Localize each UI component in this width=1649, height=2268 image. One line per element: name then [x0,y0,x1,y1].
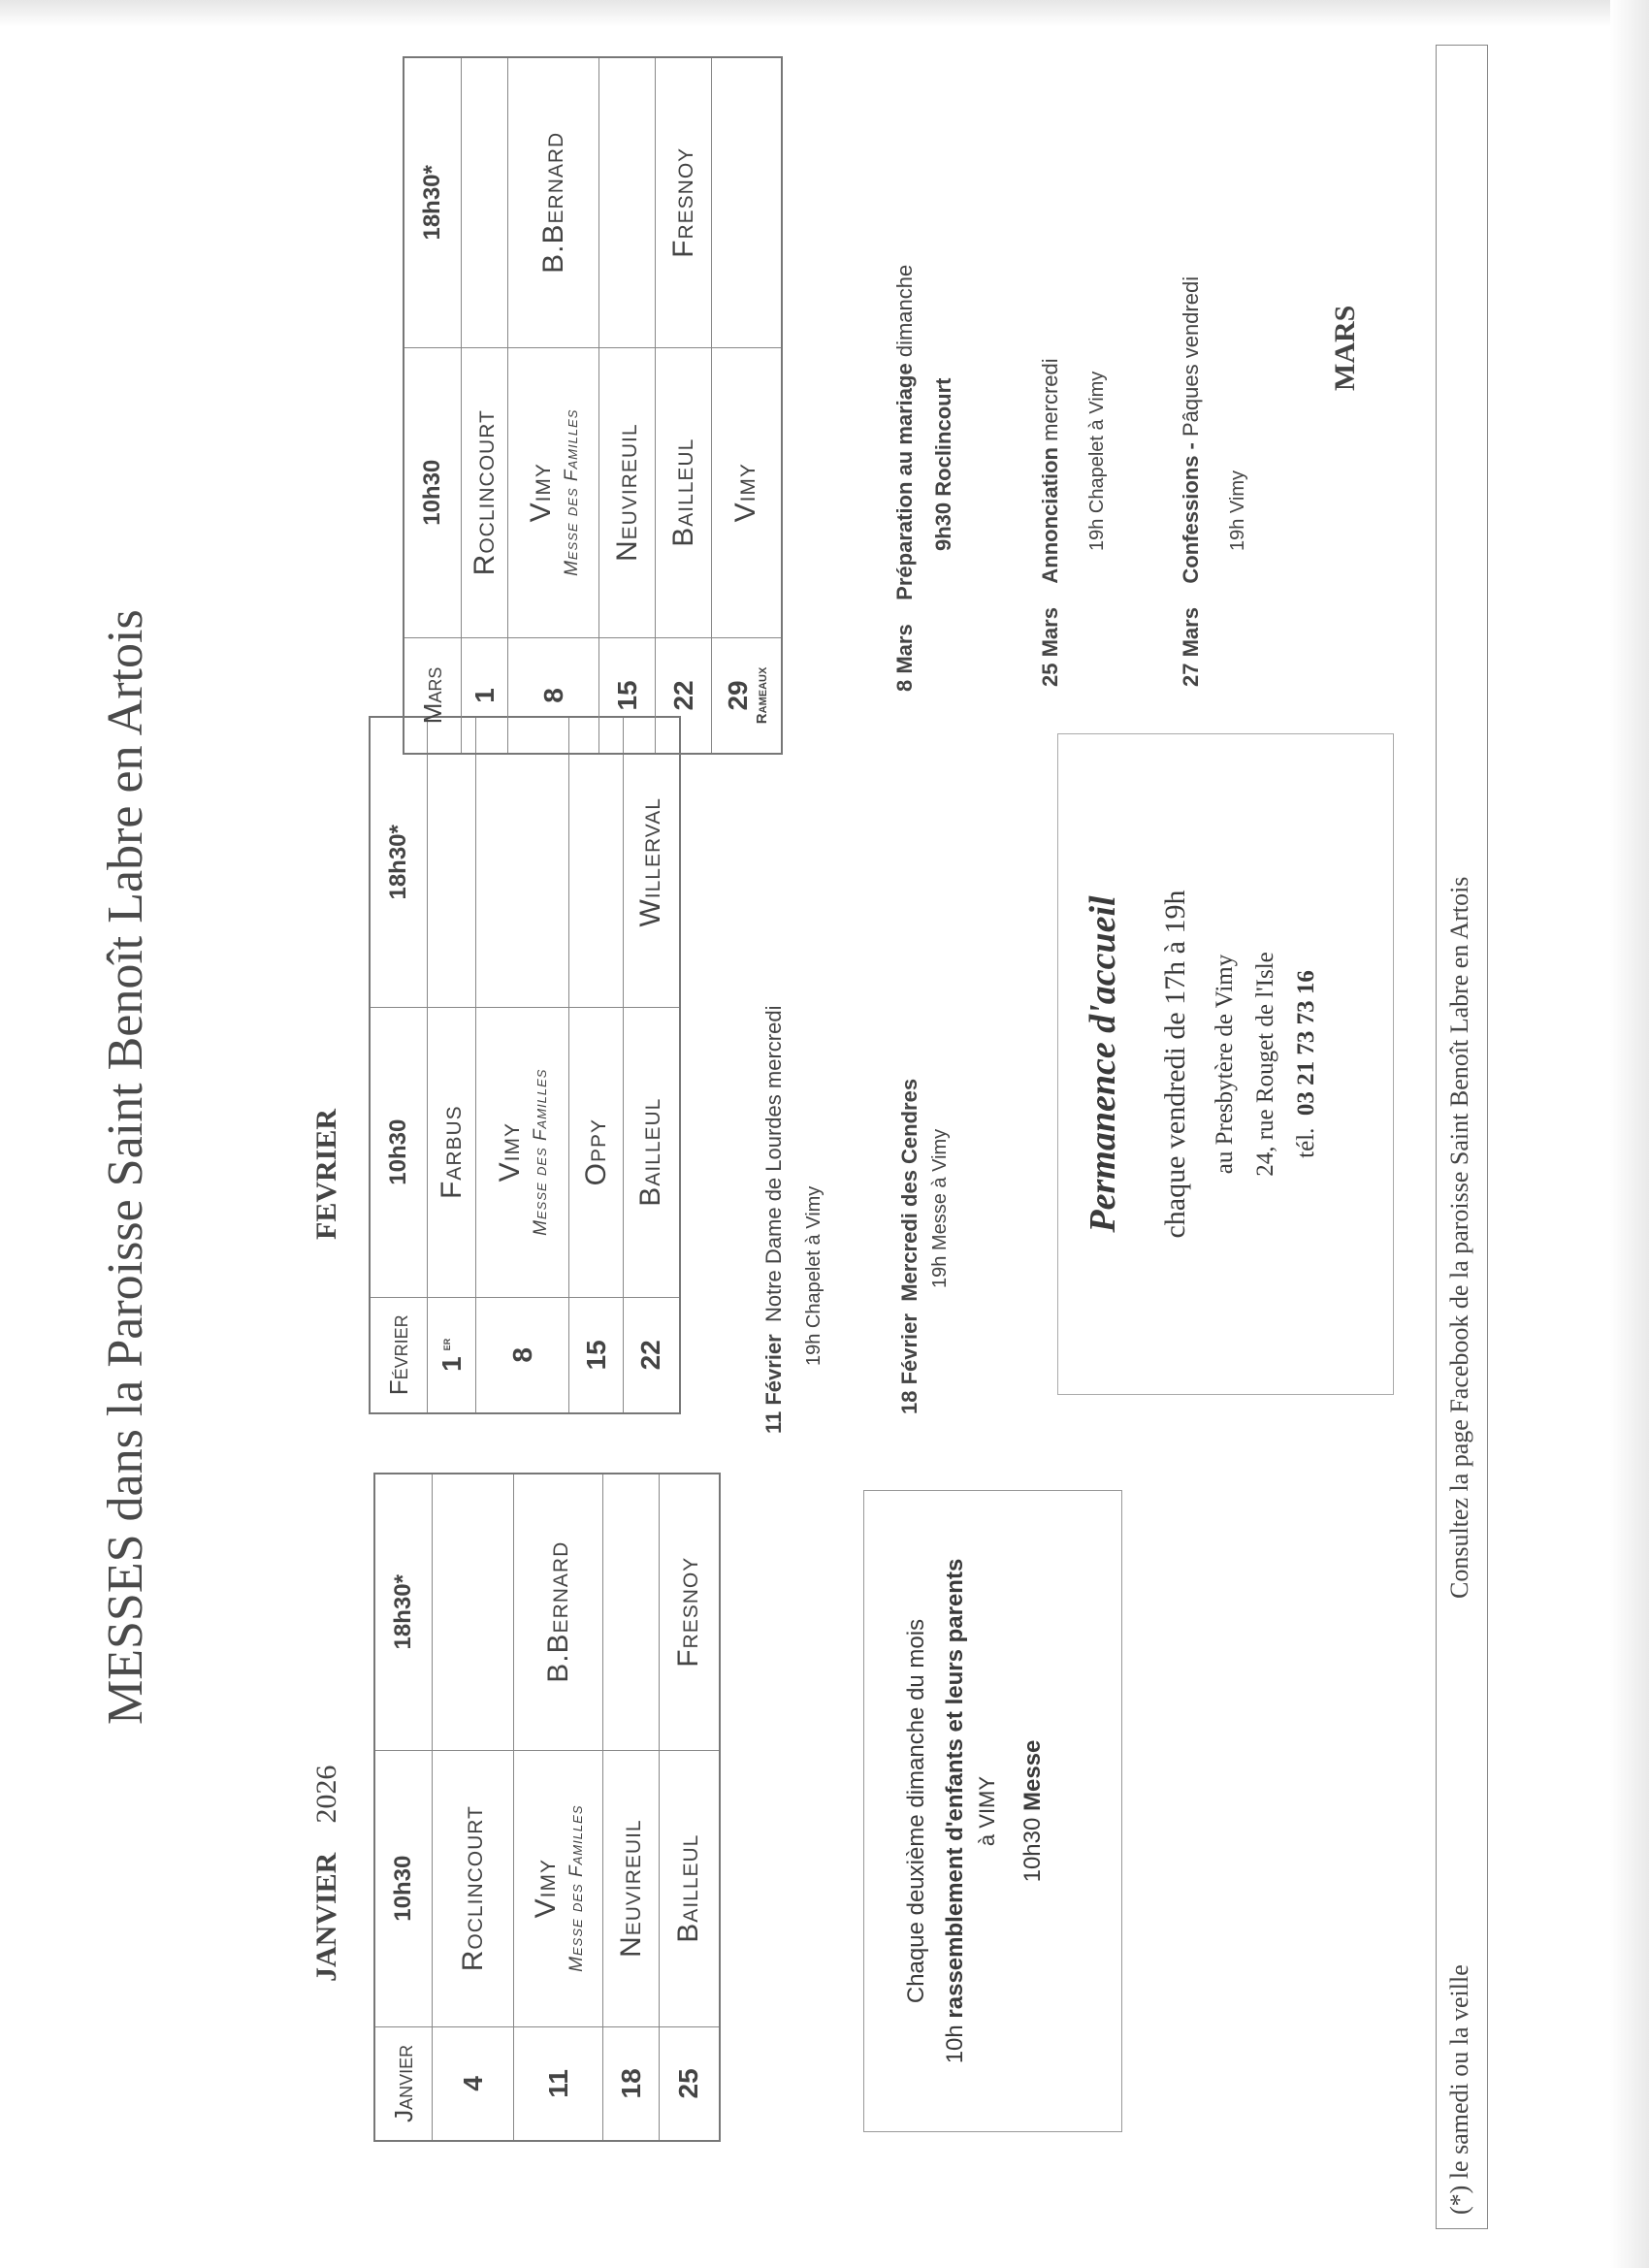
march-heading: MARS [1329,305,1361,391]
footer-note: (*) le samedi ou la veille [1445,1964,1473,2215]
january-table [373,1473,721,2142]
day-note: Rameaux [753,666,770,725]
event-item [1179,276,1204,687]
place-name: Bailleul [634,1097,667,1207]
family-box-line4 [1019,1491,1047,2131]
event-item [892,265,918,692]
january-evening-place: Fresnoy [660,1474,720,1750]
permanence-where: au Presbytère de Vimy [1212,954,1238,1175]
february-evening-place: Willerval [624,717,680,1007]
event-item [897,1079,922,1414]
page-title: MESSES dans la Paroisse Saint Benoît Labre en Artois [98,609,153,1725]
event-item [1038,358,1063,687]
place-name: Vimy [524,463,557,523]
february-morning-place [476,1007,569,1297]
march-morning-place [712,347,782,637]
february-day: 8 [476,1297,569,1413]
family-box-line2 [942,1491,969,2131]
march-morning-place [656,347,712,637]
place-subtitle: Messe des Familles [530,1068,551,1236]
january-heading [310,1766,343,1982]
march-morning-place [462,347,508,637]
march-evening-place: B.Bernard [508,57,599,347]
place-name: Bailleul [672,1833,705,1943]
february-evening-place [428,717,476,1007]
place-name: Vimy [529,1858,562,1919]
event-date: 27 Mars [1179,607,1203,687]
january-day: 25 [660,2026,720,2141]
event-item [761,1006,787,1434]
day-ordinal: er [438,1338,454,1351]
january-year: 2026 [310,1765,342,1824]
january-col-day: Janvier [374,2026,433,2141]
family-box-line1: Chaque deuxième dimanche du mois [903,1618,929,2004]
event-detail: 19h Chapelet à Vimy [1086,371,1108,551]
january-day: 18 [603,2026,660,2141]
february-heading: FEVRIER [310,1108,342,1240]
march-evening-place [712,57,782,347]
january-evening-place [433,1474,514,1750]
january-heading-label: JANVIER [310,1852,342,1982]
january-morning-place [433,1750,514,2026]
march-day [712,637,782,754]
event-title-rest: dimanche [892,264,917,364]
january-col-evening: 18h30* [374,1474,433,1750]
family-box-mass-time: 10h30 [1019,1811,1046,1883]
place-name: Roclincourt [468,409,501,576]
place-name: Vimy [493,1122,526,1183]
march-evening-place [462,57,508,347]
place-name: Bailleul [666,437,699,547]
march-day: 1 [462,637,508,754]
january-evening-place: B.Bernard [514,1474,603,1750]
february-table [369,716,681,1414]
event-title: Annonciation [1038,447,1062,584]
event-title: Préparation au mariage [892,363,917,600]
march-col-day: Mars [404,637,462,754]
january-day: 4 [433,2026,514,2141]
february-col-day: Février [370,1297,428,1413]
february-morning-place [569,1007,624,1297]
february-day [428,1297,476,1413]
place-name: Vimy [729,463,762,523]
february-col-morning: 10h30 [370,1007,428,1297]
february-morning-place [428,1007,476,1297]
event-detail-bold [931,378,956,551]
phone-label: tél. [1293,1127,1319,1158]
family-mass-box [863,1490,1122,2132]
february-morning-place [624,1007,680,1297]
event-date: 18 Février [897,1313,922,1414]
family-box-gathering: rassemblement d'enfants et leurs parents [942,1558,968,2019]
event-detail: 19h Chapelet à Vimy [803,1185,824,1366]
permanence-box [1057,733,1394,1395]
event-title-rest: Notre Dame de Lourdes mercredi [761,1005,786,1323]
permanence-phone-line [1293,734,1320,1394]
february-day: 15 [569,1297,624,1413]
place-subtitle: Messe des Familles [561,408,582,576]
day-number: 1 [436,1356,467,1372]
family-box-time: 10h [942,2018,968,2064]
event-date: 25 Mars [1038,607,1062,687]
event-title-rest: mercredi [1038,358,1062,448]
january-morning-place [514,1750,603,2026]
event-detail: 9h30 Roclincourt [931,377,955,551]
footer-facebook: Consultez la page Facebook de la paroisse Saint Benoît Labre en Artois [1445,876,1473,1599]
march-col-evening: 18h30* [404,57,462,347]
march-table [403,56,783,755]
march-day: 8 [508,637,599,754]
place-name: Farbus [435,1105,468,1200]
family-box-mass: Messe [1019,1739,1046,1811]
march-evening-place [599,57,656,347]
place-name: Neuvireuil [614,1819,647,1958]
event-title: Mercredi des Cendres [897,1078,922,1302]
permanence-address: 24, rue Rouget de l'Isle [1252,952,1278,1177]
event-date: 11 Février [761,1334,786,1434]
event-detail: 19h Vimy [1227,470,1248,551]
event-title: Confessions - [1179,442,1203,584]
event-date: 8 Mars [892,624,917,692]
march-day: 22 [656,637,712,754]
phone-number: 03 21 73 73 16 [1293,970,1319,1117]
february-day: 22 [624,1297,680,1413]
place-subtitle: Messe des Familles [566,1804,587,1972]
january-evening-place [603,1474,660,1750]
march-day: 15 [599,637,656,754]
event-detail: 19h Messe à Vimy [929,1128,951,1288]
family-box-line3: à VIMY [975,1775,999,1847]
february-col-evening: 18h30* [370,717,428,1007]
place-name: Oppy [579,1118,612,1186]
january-col-morning: 10h30 [374,1750,433,2026]
permanence-when: chaque vendredi de 17h à 19h [1159,890,1191,1239]
event-title-rest: Pâques vendredi [1179,275,1203,443]
february-evening-place [569,717,624,1007]
march-morning-place [508,347,599,637]
permanence-title: Permanence d'accueil [1083,895,1123,1233]
february-evening-place [476,717,569,1007]
march-evening-place: Fresnoy [656,57,712,347]
place-name: Roclincourt [456,1805,489,1972]
january-day: 11 [514,2026,603,2141]
day-number: 29 [722,680,753,711]
march-morning-place [599,347,656,637]
january-morning-place [603,1750,660,2026]
march-col-morning: 10h30 [404,347,462,637]
place-name: Neuvireuil [610,423,643,563]
january-morning-place [660,1750,720,2026]
